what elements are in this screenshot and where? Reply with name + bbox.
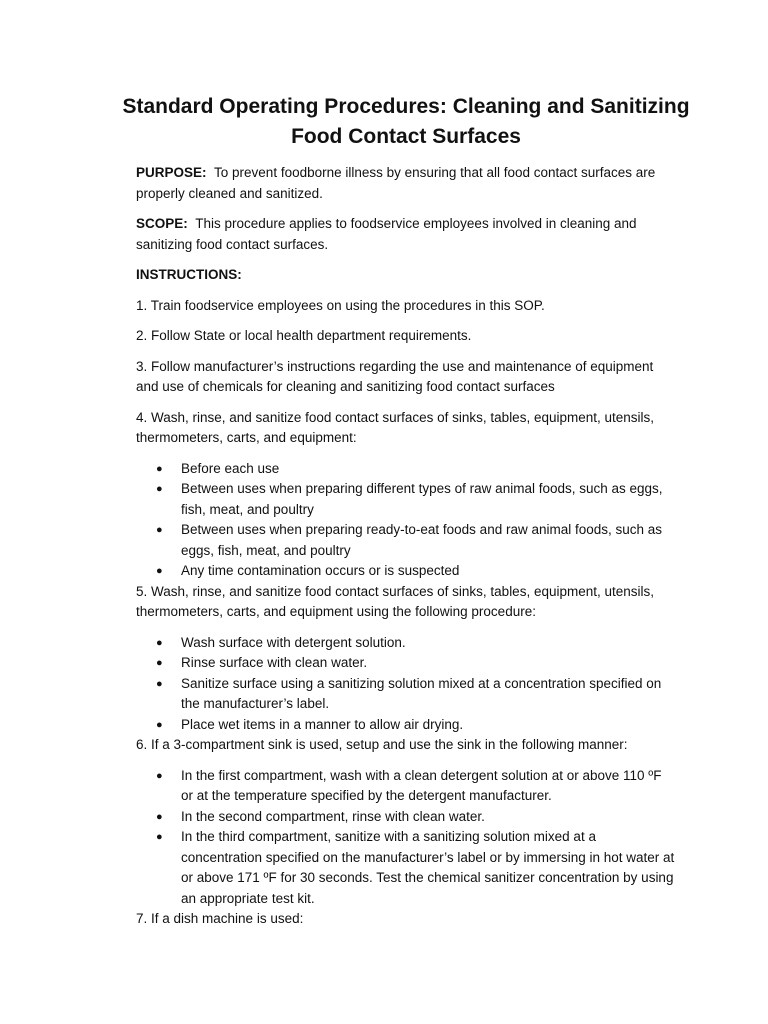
bullet-icon: ●	[156, 769, 163, 782]
list-item: ● Between uses when preparing different types of raw animal foods, such as eggs, fish, meat, and poultry	[156, 481, 663, 517]
step-1: 1. Train foodservice employees on using the procedures in this SOP.	[136, 297, 545, 313]
list-item: ● Rinse surface with clean water.	[136, 653, 676, 674]
list-item: ● Sanitize surface using a sanitizing solution mixed at a concentration specified on the manufacturer’s label.	[156, 675, 662, 711]
bullet-icon: ●	[156, 810, 163, 823]
title-line-2: Food Contact Surfaces	[291, 125, 521, 148]
scope-label: SCOPE:	[136, 216, 188, 231]
list-item: ● In the third compartment, sanitize with a sanitizing solution mixed at a concentration specified on the manufacturer’s label or by immersing in hot water at or above 171 ºF for 30 seconds. Test the chemical sanitizer concentration by using an appropriate test kit.	[156, 829, 675, 906]
step-4-list	[136, 459, 676, 582]
title-line-1: Standard Operating Procedures: Cleaning and Sanitizing	[122, 95, 690, 118]
purpose-paragraph	[136, 163, 676, 204]
bullet-icon: ●	[156, 524, 163, 536]
list-item: ● Before each use	[136, 459, 676, 480]
bullet-icon: ●	[156, 657, 163, 669]
bullet-icon: ●	[156, 636, 163, 649]
step-6-list	[136, 766, 676, 910]
bullet-icon: ●	[156, 718, 163, 731]
purpose-text: To prevent foodborne illness by ensuring that all food contact surfaces are properly cleaned and sanitized.	[136, 165, 656, 201]
bullet-icon: ●	[156, 483, 163, 495]
bullet-icon: ●	[156, 831, 163, 843]
purpose-label: PURPOSE:	[136, 165, 207, 180]
step-7: 7. If a dish machine is used:	[136, 911, 304, 926]
document-body	[136, 163, 676, 940]
step-2: 2. Follow State or local health department requirements.	[136, 328, 472, 343]
instructions-heading: INSTRUCTIONS:	[136, 267, 242, 282]
scope-text: This procedure applies to foodservice employees involved in cleaning and sanitizing food contact surfaces.	[136, 216, 637, 252]
list-item: ● Place wet items in a manner to allow air drying.	[136, 715, 676, 736]
list-item: ● Between uses when preparing ready-to-eat foods and raw animal foods, such as eggs, fish, meat, and poultry	[156, 522, 663, 558]
step-5-list	[136, 633, 676, 736]
bullet-icon: ●	[156, 565, 163, 577]
page-title	[100, 92, 712, 152]
step-6: 6. If a 3-compartment sink is used, setup and use the sink in the following manner:	[136, 737, 628, 752]
bullet-icon: ●	[156, 462, 163, 475]
list-item: ● In the first compartment, wash with a clean detergent solution at or above 110 ºF or at the temperature specified by the detergent manufacturer.	[156, 767, 662, 803]
step-5: 5. Wash, rinse, and sanitize food contact surfaces of sinks, tables, equipment, utensils, thermometers, carts, and equipment using the following procedure:	[136, 583, 655, 619]
step-3: 3. Follow manufacturer’s instructions regarding the use and maintenance of equipment and use of chemicals for cleaning and sanitizing food contact surfaces	[136, 358, 654, 394]
bullet-icon: ●	[156, 677, 163, 690]
list-item: ● In the second compartment, rinse with clean water.	[136, 807, 676, 828]
step-4: 4. Wash, rinse, and sanitize food contact surfaces of sinks, tables, equipment, utensils, thermometers, carts, and equipment:	[136, 409, 655, 445]
list-item: ● Wash surface with detergent solution.	[136, 633, 676, 654]
list-item: ● Any time contamination occurs or is suspected	[136, 561, 676, 582]
scope-paragraph	[136, 214, 676, 255]
